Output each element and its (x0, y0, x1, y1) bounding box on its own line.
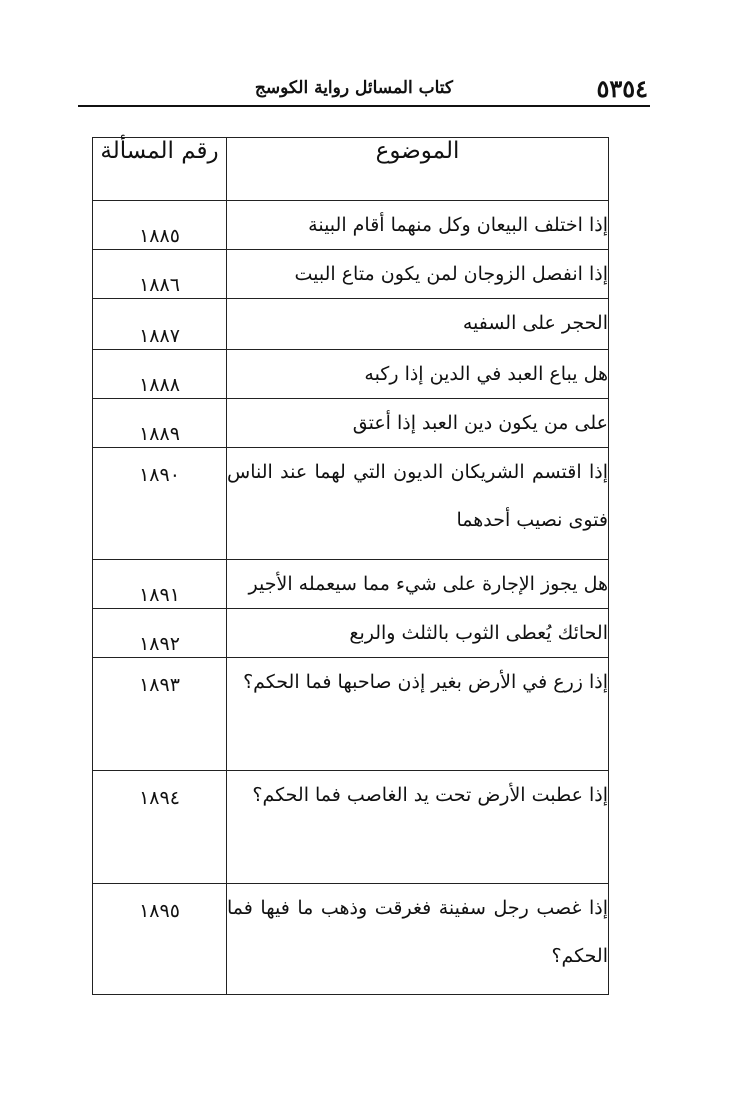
table-row (93, 771, 609, 884)
table-row (93, 448, 609, 560)
topic-cell: إذا زرع في الأرض بغير إذن صاحبها فما الحكم؟ (227, 658, 609, 771)
table-row (93, 250, 609, 299)
topic-cell: الحجر على السفيه (227, 299, 609, 350)
issue-number-cell: ١٨٨٥ (93, 201, 227, 250)
topic-cell: هل يباع العبد في الدين إذا ركبه (227, 350, 609, 399)
issue-number-cell: ١٨٨٧ (93, 299, 227, 350)
table-row (93, 299, 609, 350)
table-header-row (93, 138, 609, 201)
topic-cell: إذا انفصل الزوجان لمن يكون متاع البيت (227, 250, 609, 299)
issue-number-cell: ١٨٩٤ (93, 771, 227, 884)
table-row (93, 884, 609, 995)
column-header-topic: الموضوع (227, 138, 609, 201)
issue-number-cell: ١٨٨٩ (93, 399, 227, 448)
issue-number-cell: ١٨٩٠ (93, 448, 227, 560)
table-row (93, 201, 609, 250)
column-header-number: رقم المسألة (93, 138, 227, 201)
issue-number-cell: ١٨٩٣ (93, 658, 227, 771)
table-row (93, 609, 609, 658)
issue-number-cell: ١٨٩٢ (93, 609, 227, 658)
issue-number-cell: ١٨٩٥ (93, 884, 227, 995)
table-row (93, 560, 609, 609)
topic-cell: الحائك يُعطى الثوب بالثلث والربع (227, 609, 609, 658)
issue-number-cell: ١٨٨٨ (93, 350, 227, 399)
issue-number-cell: ١٨٨٦ (93, 250, 227, 299)
table-row (93, 658, 609, 771)
header-rule (78, 105, 650, 107)
topic-cell: هل يجوز الإجارة على شيء مما سيعمله الأجير (227, 560, 609, 609)
table-row (93, 350, 609, 399)
page-header (78, 72, 648, 106)
page-number: ٥٣٥٤ (596, 74, 648, 103)
topics-table (92, 137, 609, 995)
running-title: كتاب المسائل رواية الكوسج (254, 78, 453, 98)
topic-cell: إذا غصب رجل سفينة فغرقت وذهب ما فيها فما الحكم؟ (227, 884, 609, 995)
topic-cell: إذا اختلف البيعان وكل منهما أقام البينة (227, 201, 609, 250)
issue-number-cell: ١٨٩١ (93, 560, 227, 609)
topic-cell: على من يكون دين العبد إذا أعتق (227, 399, 609, 448)
topic-cell: إذا عطبت الأرض تحت يد الغاصب فما الحكم؟ (227, 771, 609, 884)
topic-cell: إذا اقتسم الشريكان الديون التي لهما عند الناس فتوى نصيب أحدهما (227, 448, 609, 560)
table-row (93, 399, 609, 448)
